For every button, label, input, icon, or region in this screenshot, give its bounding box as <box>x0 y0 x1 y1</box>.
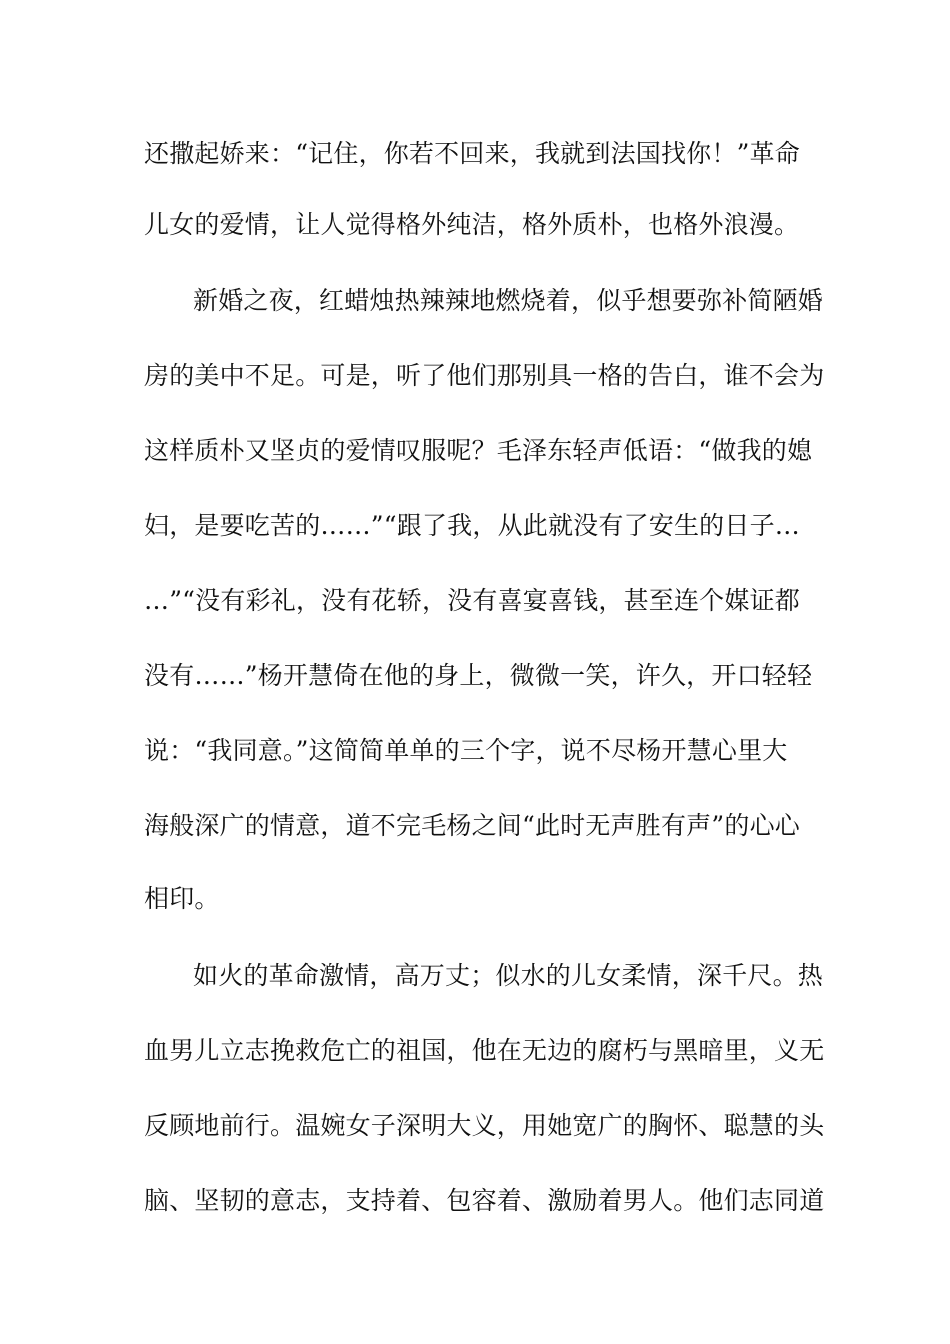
text-line: 相印。 <box>144 884 220 913</box>
text-line: 还撒起娇来：“记住，你若不回来，我就到法国找你！”革命 <box>144 139 800 168</box>
text-line: 反顾地前行。温婉女子深明大义，用她宽广的胸怀、聪慧的头 <box>144 1111 825 1140</box>
text-line: 儿女的爱情，让人觉得格外纯洁，格外质朴，也格外浪漫。 <box>144 210 800 239</box>
text-line: 海般深广的情意，道不完毛杨之间“此时无声胜有声”的心心 <box>144 811 800 840</box>
text-line: 血男儿立志挽救危亡的祖国，他在无边的腐朽与黑暗里，义无 <box>144 1036 825 1065</box>
text-line: 说：“我同意。”这简简单单的三个字，说不尽杨开慧心里大 <box>144 736 788 765</box>
text-line: 房的美中不足。可是，听了他们那别具一格的告白，谁不会为 <box>144 361 825 390</box>
text-line: 脑、坚韧的意志，支持着、包容着、激励着男人。他们志同道 <box>144 1186 825 1215</box>
text-line: 妇，是要吃苦的……”“跟了我，从此就没有了安生的日子… <box>144 511 800 540</box>
paragraph-first-line: 如火的革命激情，高万丈；似水的儿女柔情，深千尺。热 <box>193 961 824 990</box>
paragraph-first-line: 新婚之夜，红蜡烛热辣辣地燃烧着，似乎想要弥补简陋婚 <box>193 286 824 315</box>
text-line: 没有……”杨开慧倚在他的身上，微微一笑，许久，开口轻轻 <box>144 661 813 690</box>
text-line: 这样质朴又坚贞的爱情叹服呢？毛泽东轻声低语：“做我的媳 <box>144 436 813 465</box>
text-line: …”“没有彩礼，没有花轿，没有喜宴喜钱，甚至连个媒证都 <box>144 586 800 615</box>
